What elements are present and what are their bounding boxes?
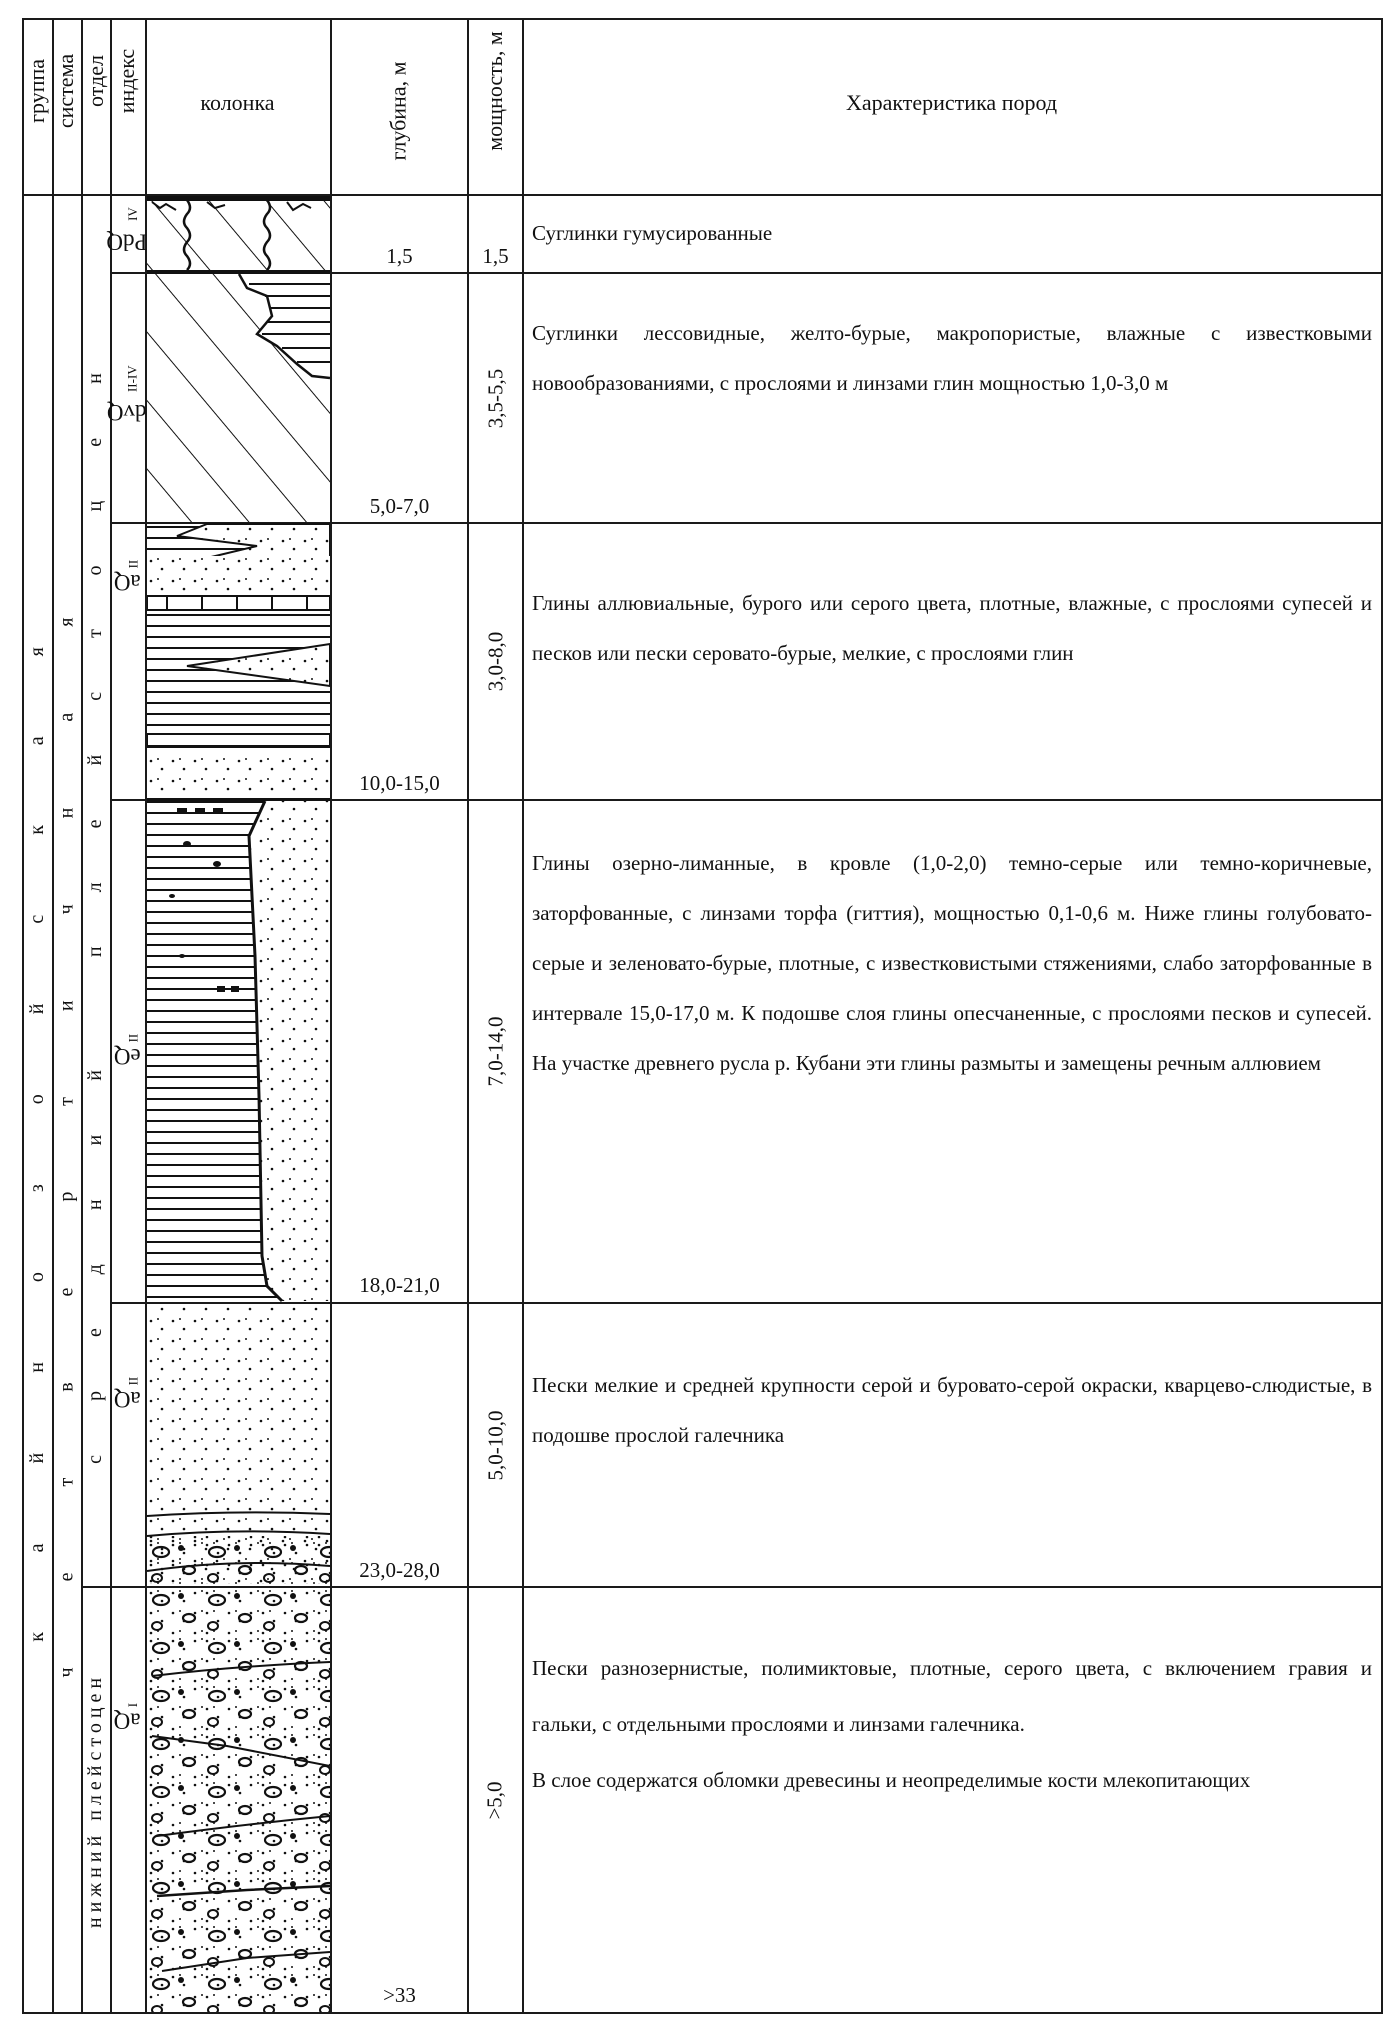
layer-depth: 1,5	[386, 244, 413, 268]
header-thickness: мощность, м	[481, 31, 507, 151]
header-system: система	[53, 53, 79, 129]
lithology-layer-humic-loam	[147, 196, 330, 274]
lithology-layer-fine-sand	[147, 1304, 330, 1584]
layer-index: dvQ$_{II-IV}$	[107, 364, 147, 425]
lithology-layer-sand-gravel	[147, 1588, 330, 2012]
table-border-right	[1381, 18, 1383, 2013]
header-index: индекс	[114, 48, 140, 114]
layer-description: Суглинки лессовидные, желто-бурые, макропористые, влажные с известковыми новообразованиями, с прослоями и линзами глин мощностью 1,0-3,0 м	[532, 321, 1372, 395]
layer-description: Глины аллювиальные, бурого или серого цвета, плотные, влажные, с прослоями супесей и песков или пески серовато-бурые, мелкие, с прослоями глин	[532, 591, 1372, 665]
layer-thickness: >5,0	[483, 1780, 507, 1820]
system-label: четвертичная	[55, 531, 77, 1677]
lithology-layer-loess-loam	[147, 274, 330, 522]
column-divider	[522, 18, 524, 2013]
layer-depth: 18,0-21,0	[359, 1273, 440, 1297]
layer-index: $aQ_{II}$	[113, 1376, 141, 1412]
table-border-bottom	[22, 2012, 1383, 2014]
layer-description: Пески разнозернистые, полимиктовые, плотные, серого цвета, с включением гравия и гальки, с отдельными прослоями и линзами галечника. В слое содержатся обломки древесины и неопределимые кости млекопитающих	[532, 1656, 1372, 1792]
layer-depth: 5,0-7,0	[369, 494, 430, 518]
layer-depth: 10,0-15,0	[359, 771, 440, 795]
layer-thickness: 3,5-5,5	[483, 368, 507, 428]
layer-thickness: 7,0-14,0	[483, 1016, 507, 1087]
header-department: отдел	[82, 55, 108, 107]
layer-thickness: 5,0-10,0	[483, 1410, 507, 1480]
group-label: кайнозойская	[25, 566, 48, 1642]
header-depth: глубина, м	[385, 61, 411, 161]
header-column: колонка	[200, 90, 275, 115]
header-group: группа	[24, 58, 50, 124]
table-border-top	[22, 18, 1383, 20]
layer-thickness: 3,0-8,0	[483, 631, 507, 692]
layer-index: PdQ$_{IV}$	[106, 206, 148, 254]
layer-index: $eQ_{II}$	[113, 1033, 141, 1069]
lithology-layer-lacustrine-clay	[147, 801, 330, 1301]
layer-index: $aQ_I$	[113, 1702, 141, 1734]
lithology-layer-alluvial-clay-sand	[147, 524, 330, 801]
department-label-lower: нижний плейстоцен	[84, 1672, 107, 1928]
layer-thickness: 1,5	[482, 244, 509, 268]
column-divider	[330, 18, 332, 2013]
layer-index: $aQ_{II}$	[113, 559, 141, 595]
layer-depth: >33	[383, 1983, 416, 2007]
layer-depth: 23,0-28,0	[359, 1558, 440, 1582]
header-description: Характеристика пород	[845, 90, 1058, 115]
lithology-column	[147, 196, 330, 2012]
layer-description: Пески мелкие и средней крупности серой и буровато-серой окраски, кварцево-слюдистые, в подошве прослой галечника	[532, 1373, 1372, 1447]
layer-description: Глины озерно-лиманные, в кровле (1,0-2,0) темно-серые или темно-коричневые, заторфованные, с линзами торфа (гиттия), мощностью 0,1-0,6 м. Ниже глины голубовато-серые и зеленовато-бурые, плотные, с известковистыми стяжениями, слабо заторфованные в интервале 15,0-17,0 м. К подошве слоя глины опесчаненные, с прослоями песков и супесей. На участке древнего русла р. Кубани эти глины размыты и замещены речным аллювием	[532, 851, 1372, 1075]
department-label-middle: средний плейстоцен	[84, 318, 106, 1464]
layer-description: Суглинки гумусированные	[532, 221, 773, 245]
